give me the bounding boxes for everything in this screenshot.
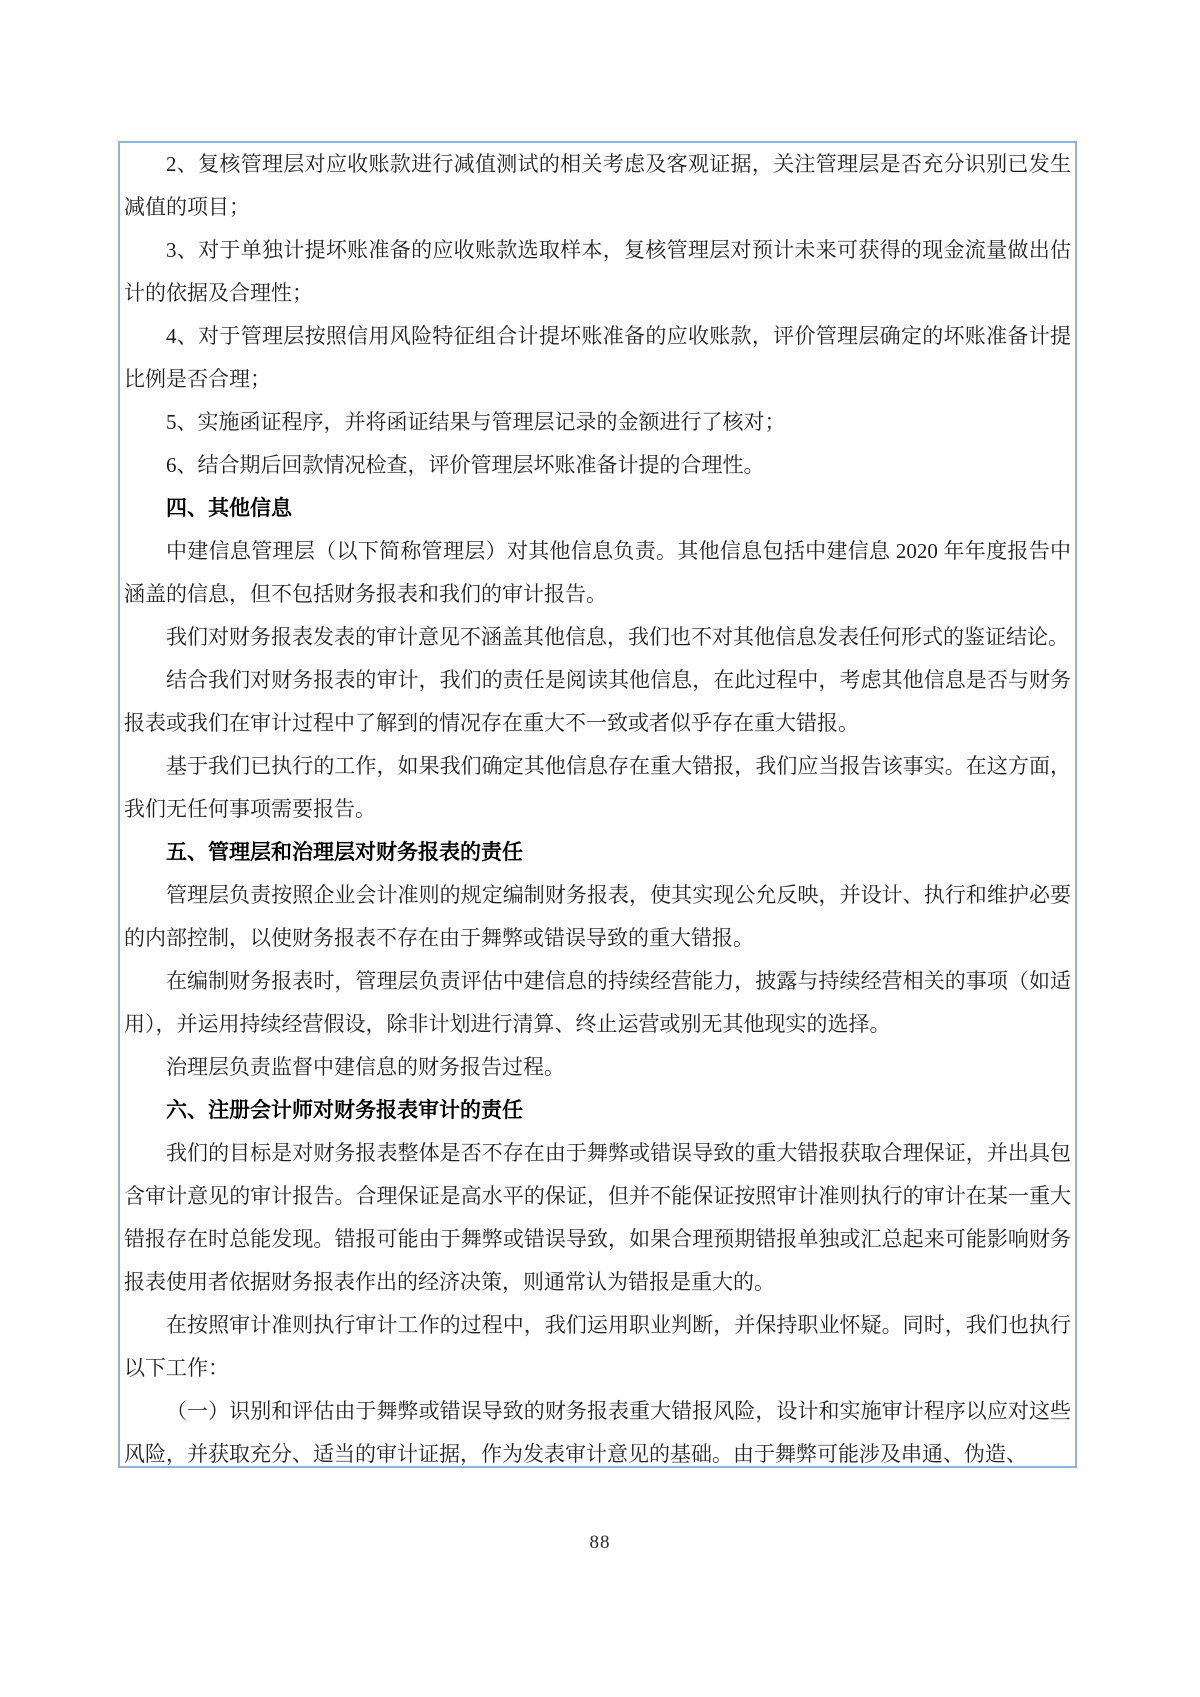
paragraph-auditor-responsibility-2: 在按照审计准则执行审计工作的过程中，我们运用职业判断，并保持职业怀疑。同时，我们也执行以下工作： [124, 1313, 1071, 1380]
paragraph-management-responsibility-1: 管理层负责按照企业会计准则的规定编制财务报表，使其实现公允反映，并设计、执行和维护必要的内部控制，以使财务报表不存在由于舞弊或错误导致的重大错报。 [124, 883, 1071, 950]
bordered-text-box [118, 141, 1077, 1468]
paragraph-other-information-2: 我们对财务报表发表的审计意见不涵盖其他信息，我们也不对其他信息发表任何形式的鉴证结论。 [166, 625, 1069, 649]
audit-procedure-item-6: 6、结合期后回款情况检查，评价管理层坏账准备计提的合理性。 [166, 453, 765, 477]
paragraph-other-information-4: 基于我们已执行的工作，如果我们确定其他信息存在重大错报，我们应当报告该事实。在这方面，我们无任何事项需要报告。 [124, 754, 1071, 821]
audit-procedure-item-4: 4、对于管理层按照信用风险特征组合计提坏账准备的应收账款，评价管理层确定的坏账准备计提比例是否合理； [124, 324, 1071, 391]
page-footer [0, 1532, 1200, 1554]
audit-procedure-item-2: 2、复核管理层对应收账款进行减值测试的相关考虑及客观证据，关注管理层是否充分识别已发生减值的项目； [124, 152, 1071, 219]
paragraph-management-responsibility-3: 治理层负责监督中建信息的财务报告过程。 [166, 1055, 565, 1079]
paragraph-other-information-1: 中建信息管理层（以下简称管理层）对其他信息负责。其他信息包括中建信息 2020 年年度报告中涵盖的信息，但不包括财务报表和我们的审计报告。 [124, 539, 1071, 606]
audit-procedure-item-3: 3、对于单独计提坏账准备的应收账款选取样本，复核管理层对预计未来可获得的现金流量做出估计的依据及合理性； [124, 238, 1071, 305]
section-heading-5-management-responsibility: 五、管理层和治理层对财务报表的责任 [166, 840, 523, 864]
paragraph-other-information-3: 结合我们对财务报表的审计，我们的责任是阅读其他信息，在此过程中，考虑其他信息是否与财务报表或我们在审计过程中了解到的情况存在重大不一致或者似乎存在重大错报。 [124, 668, 1071, 735]
section-heading-4-other-information: 四、其他信息 [166, 496, 292, 520]
audit-procedure-item-5: 5、实施函证程序，并将函证结果与管理层记录的金额进行了核对； [166, 410, 786, 434]
page-number: 88 [589, 1532, 611, 1553]
paragraph-auditor-responsibility-1: 我们的目标是对财务报表整体是否不存在由于舞弊或错误导致的重大错报获取合理保证，并出具包含审计意见的审计报告。合理保证是高水平的保证，但并不能保证按照审计准则执行的审计在某一重大错报存在时总能发现。错报可能由于舞弊或错误导致，如果合理预期错报单独或汇总起来可能影响财务报表使用者依据财务报表作出的经济决策，则通常认为错报是重大的。 [124, 1141, 1071, 1294]
section-heading-6-auditor-responsibility: 六、注册会计师对财务报表审计的责任 [166, 1098, 523, 1122]
paragraph-management-responsibility-2: 在编制财务报表时，管理层负责评估中建信息的持续经营能力，披露与持续经营相关的事项（如适用），并运用持续经营假设，除非计划进行清算、终止运营或别无其他现实的选择。 [124, 969, 1071, 1036]
paragraph-auditor-responsibility-3: （一）识别和评估由于舞弊或错误导致的财务报表重大错报风险，设计和实施审计程序以应对这些风险，并获取充分、适当的审计证据，作为发表审计意见的基础。由于舞弊可能涉及串通、伪造、 [124, 1399, 1071, 1466]
